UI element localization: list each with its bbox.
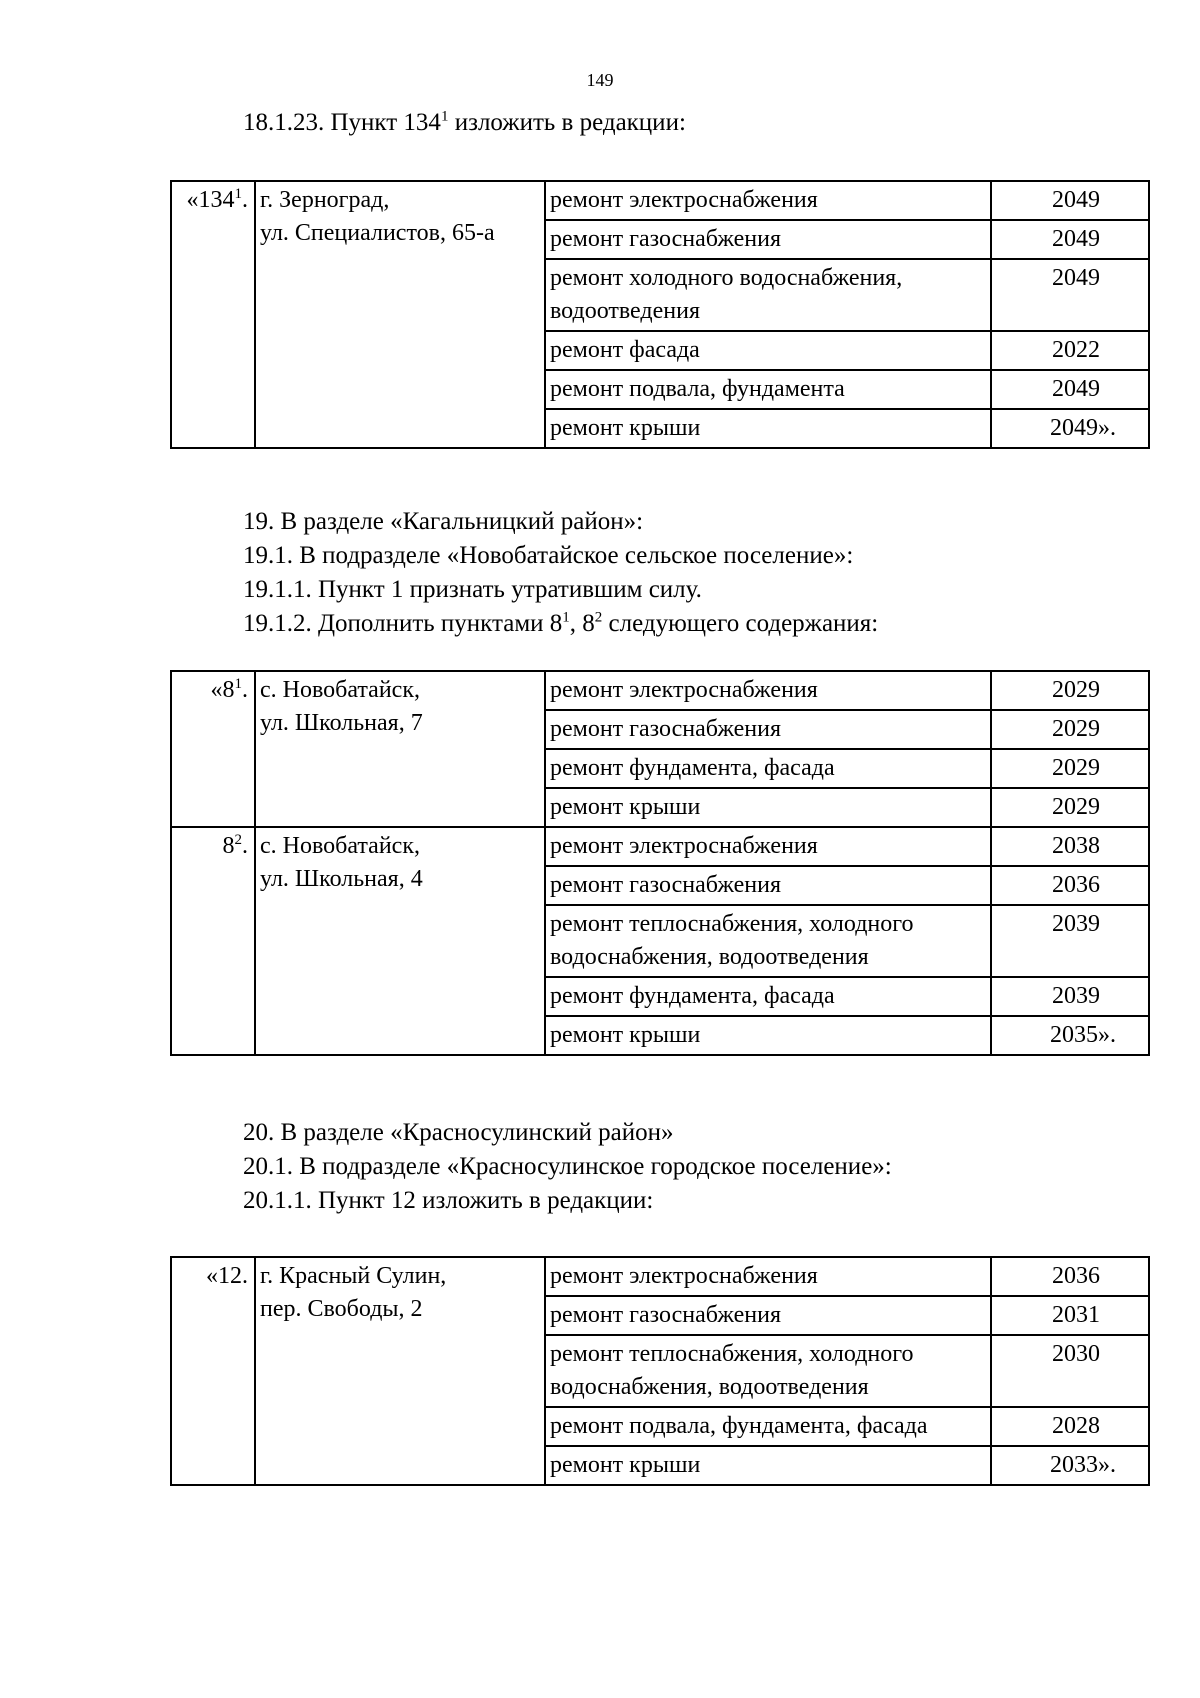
superscript: 2	[594, 609, 603, 626]
address-line: пер. Свободы, 2	[260, 1296, 423, 1322]
year-cell: 2022	[991, 331, 1149, 370]
year-cell: 2049	[991, 181, 1149, 220]
work-cell: ремонт фундамента, фасада	[545, 977, 991, 1016]
year-cell: 2033».	[991, 1446, 1149, 1485]
superscript: 1	[440, 108, 449, 125]
paragraph-text: , 8	[569, 610, 595, 637]
work-cell: ремонт газоснабжения	[545, 220, 991, 259]
year-cell: 2035».	[991, 1016, 1149, 1055]
year-cell: 2029	[991, 788, 1149, 827]
paragraph-20: 20. В разделе «Красносулинский район»	[243, 1119, 674, 1146]
work-cell: ремонт крыши	[545, 1446, 991, 1485]
work-cell: ремонт теплоснабжения, холодного водоснабжения, водоотведения	[545, 1335, 991, 1407]
address-line: с. Новобатайск,	[260, 677, 420, 703]
address-cell	[255, 1257, 545, 1485]
work-cell: ремонт крыши	[545, 409, 991, 448]
item-number: 8	[222, 833, 235, 859]
table-row	[171, 827, 1149, 866]
item-number-cell	[171, 181, 255, 448]
paragraph-18-1-23	[243, 106, 686, 140]
table-item-12	[170, 1256, 1150, 1486]
paragraph-19-1: 19.1. В подразделе «Новобатайское сельское поселение»:	[243, 542, 854, 569]
year-cell: 2028	[991, 1407, 1149, 1446]
work-cell: ремонт электроснабжения	[545, 1257, 991, 1296]
table-row	[171, 1257, 1149, 1296]
year-cell: 2039	[991, 905, 1149, 977]
table-row	[171, 181, 1149, 220]
year-cell: 2039	[991, 977, 1149, 1016]
work-cell: ремонт холодного водоснабжения, водоотведения	[545, 259, 991, 331]
paragraph-19-1-2	[243, 607, 878, 641]
address-line: г. Красный Сулин,	[260, 1263, 447, 1289]
year-cell: 2030	[991, 1335, 1149, 1407]
item-number: «134	[186, 187, 235, 213]
paragraph-20-1-1: 20.1.1. Пункт 12 изложить в редакции:	[243, 1187, 654, 1214]
address-cell	[255, 827, 545, 1055]
address-line: ул. Специалистов, 65-а	[260, 220, 495, 246]
address-line: с. Новобатайск,	[260, 833, 420, 859]
item-number-dot: .	[242, 833, 248, 859]
work-cell: ремонт фасада	[545, 331, 991, 370]
address-line: ул. Школьная, 7	[260, 710, 423, 736]
superscript: 1	[234, 676, 242, 692]
paragraph-text: следующего содержания:	[602, 610, 879, 637]
year-cell: 2029	[991, 710, 1149, 749]
paragraph-text: 18.1.23. Пункт 134	[243, 109, 441, 136]
address-line: ул. Школьная, 4	[260, 866, 423, 892]
item-number-dot: .	[242, 187, 248, 213]
year-cell: 2036	[991, 1257, 1149, 1296]
year-cell: 2049».	[991, 409, 1149, 448]
superscript: 1	[234, 186, 242, 202]
item-number-dot: .	[242, 677, 248, 703]
year-cell: 2038	[991, 827, 1149, 866]
year-cell: 2031	[991, 1296, 1149, 1335]
year-cell: 2049	[991, 220, 1149, 259]
work-cell: ремонт теплоснабжения, холодного водоснабжения, водоотведения	[545, 905, 991, 977]
table-row	[171, 671, 1149, 710]
paragraph-20-1: 20.1. В подразделе «Красносулинское городское поселение»:	[243, 1153, 892, 1180]
year-cell: 2029	[991, 671, 1149, 710]
work-cell: ремонт газоснабжения	[545, 1296, 991, 1335]
year-cell: 2049	[991, 370, 1149, 409]
address-cell	[255, 181, 545, 448]
table-item-134-1	[170, 180, 1150, 449]
work-cell: ремонт газоснабжения	[545, 866, 991, 905]
item-number-cell	[171, 671, 255, 827]
paragraph-19-1-1: 19.1.1. Пункт 1 признать утратившим силу.	[243, 576, 702, 603]
item-number-cell: «12.	[171, 1257, 255, 1485]
work-cell: ремонт электроснабжения	[545, 671, 991, 710]
item-number-cell	[171, 827, 255, 1055]
work-cell: ремонт крыши	[545, 788, 991, 827]
address-cell	[255, 671, 545, 827]
work-cell: ремонт подвала, фундамента, фасада	[545, 1407, 991, 1446]
year-cell: 2049	[991, 259, 1149, 331]
year-cell: 2036	[991, 866, 1149, 905]
superscript: 1	[562, 609, 570, 626]
work-cell: ремонт электроснабжения	[545, 181, 991, 220]
paragraph-text: 19.1.2. Дополнить пунктами 8	[243, 610, 563, 637]
work-cell: ремонт подвала, фундамента	[545, 370, 991, 409]
work-cell: ремонт электроснабжения	[545, 827, 991, 866]
work-cell: ремонт газоснабжения	[545, 710, 991, 749]
superscript: 2	[234, 832, 242, 848]
page-number: 149	[586, 70, 614, 90]
year-cell: 2029	[991, 749, 1149, 788]
paragraph-text: изложить в редакции:	[448, 109, 686, 136]
item-number: «8	[210, 677, 235, 703]
work-cell: ремонт фундамента, фасада	[545, 749, 991, 788]
address-line: г. Зерноград,	[260, 187, 390, 213]
paragraph-19: 19. В разделе «Кагальницкий район»:	[243, 508, 644, 535]
work-cell: ремонт крыши	[545, 1016, 991, 1055]
table-items-8-1-8-2	[170, 670, 1150, 1056]
